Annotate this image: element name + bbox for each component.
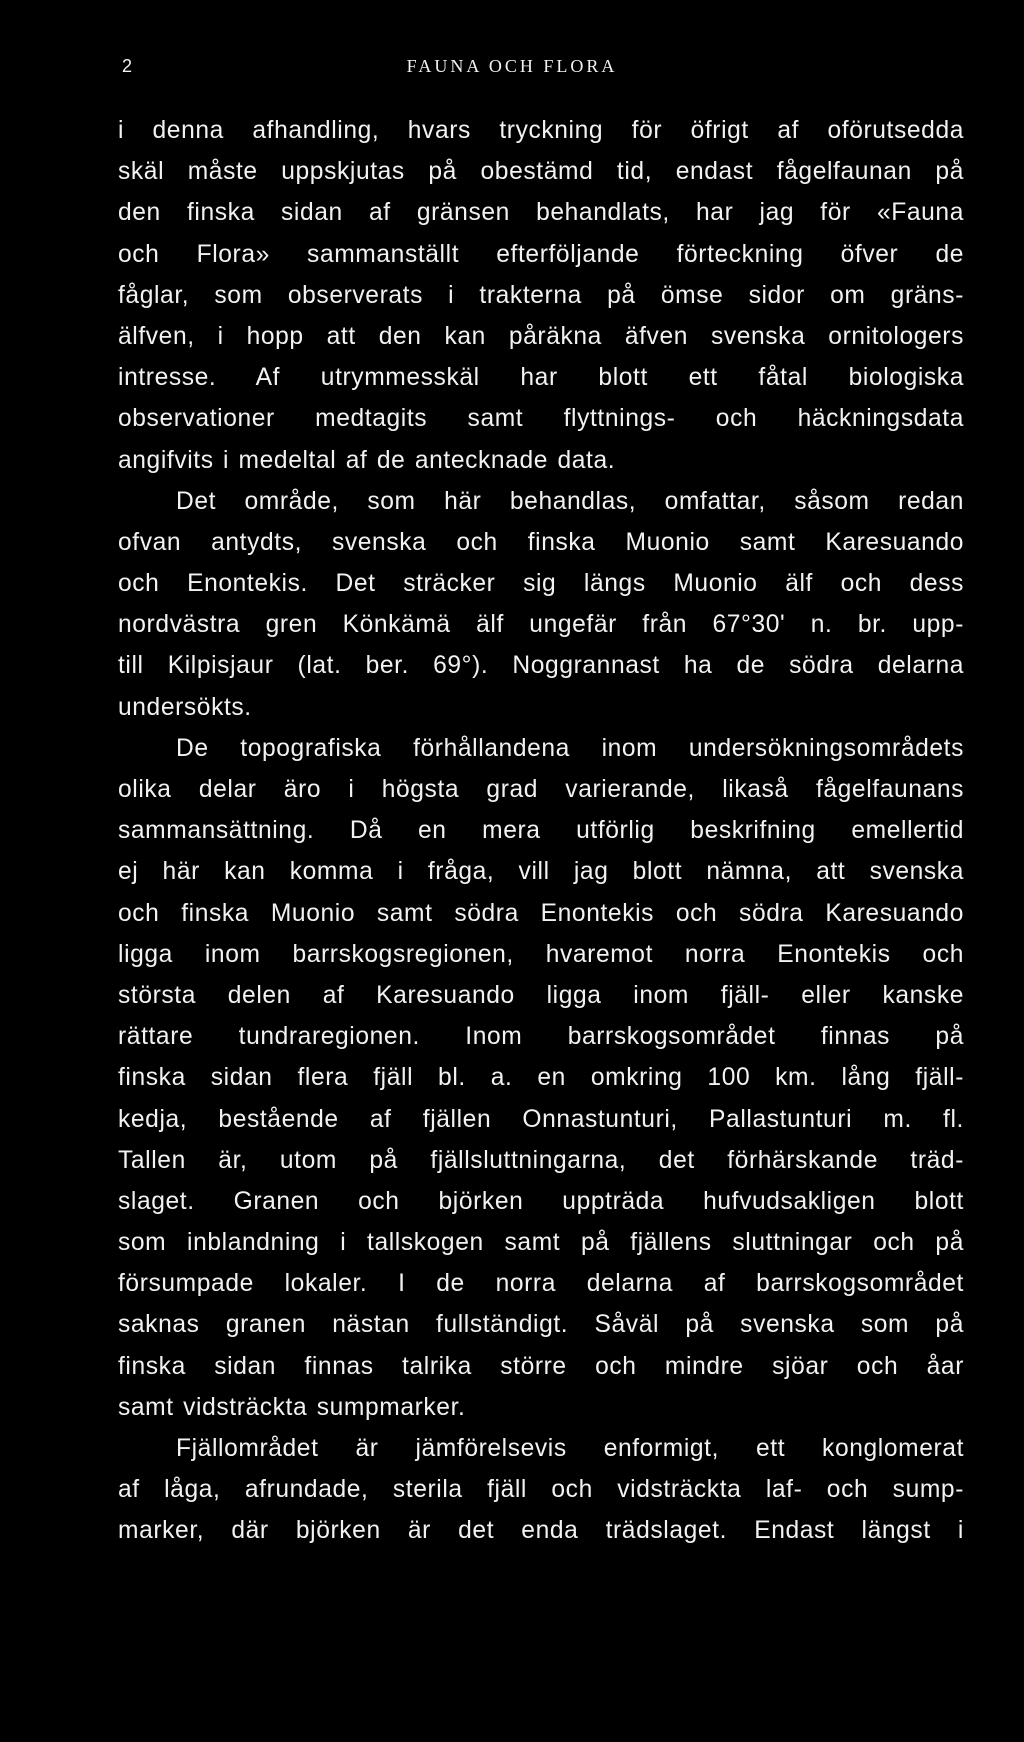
text-line: Tallen är, utom på fjällsluttningarna, det förhärskande träd- [118,1146,964,1174]
text-line: och Enontekis. Det sträcker sig längs Muonio älf och dess [118,570,964,598]
text-line: angifvits i medeltal af de antecknade data. [118,446,616,474]
text-line: Det område, som här behandlas, omfattar, såsom redan [176,487,964,515]
text-line: samt vidsträckta sumpmarker. [118,1393,466,1421]
paragraph-4 [118,1428,964,1552]
text-line: undersökts. [118,693,252,721]
text-line: försumpade lokaler. I de norra delarna af barrskogsområdet [118,1270,964,1298]
text-line: olika delar äro i högsta grad varierande, likaså fågelfaunans [118,776,964,803]
text-line: och finska Muonio samt södra Enontekis och södra Karesuando [118,899,964,927]
text-line: slaget. Granen och björken uppträda hufvudsakligen blott [118,1187,964,1215]
text-line: sammansättning. Då en mera utförlig beskrifning emellertid [118,817,964,845]
text-line: marker, där björken är det enda trädslaget. Endast längst i [118,1517,964,1545]
running-head [0,56,1024,82]
text-line: finska sidan flera fjäll bl. a. en omkring 100 km. lång fjäll- [118,1064,964,1092]
running-title: FAUNA OCH FLORA [406,56,618,76]
text-line: i denna afhandling, hvars tryckning för öfrigt af oförutsedda [118,117,964,144]
text-line: rättare tundraregionen. Inom barrskogsområdet finnas på [118,1023,964,1051]
text-line: kedja, bestående af fjällen Onnastunturi, Pallastunturi m. fl. [118,1105,964,1133]
paragraph-3 [118,728,964,1428]
text-line: och Flora» sammanställt efterföljande förteckning öfver de [118,240,964,268]
text-line: nordvästra gren Könkämä älf ungefär från 67°30' n. br. upp- [118,611,964,639]
paragraph-1 [118,110,964,481]
text-line: Fjällområdet är jämförelsevis enformigt, ett konglomerat [176,1435,964,1462]
text-line: ofvan antydts, svenska och finska Muonio samt Karesuando [118,528,964,556]
text-line: observationer medtagits samt flyttnings- och häckningsdata [118,405,964,433]
paragraph-2 [118,481,964,728]
text-line: som inblandning i tallskogen samt på fjällens sluttningar och på [118,1229,964,1257]
text-line: saknas granen nästan fullständigt. Såväl på svenska som på [118,1311,964,1339]
text-line: finska sidan finnas talrika större och mindre sjöar och åar [118,1352,964,1380]
text-line: skäl måste uppskjutas på obestämd tid, endast fågelfaunan på [118,158,964,186]
text-line: ej här kan komma i fråga, vill jag blott nämna, att svenska [118,858,964,886]
text-line: till Kilpisjaur (lat. ber. 69°). Noggrannast ha de södra delarna [118,652,964,680]
text-line: ligga inom barrskogsregionen, hvaremot norra Enontekis och [118,940,964,968]
text-line: De topografiska förhållandena inom undersökningsområdets [176,734,964,762]
text-line: största delen af Karesuando ligga inom fjäll- eller kanske [118,981,964,1009]
body-text [118,110,964,1552]
text-line: af låga, afrundade, sterila fjäll och vidsträckta laf- och sump- [118,1476,964,1504]
text-line: intresse. Af utrymmesskäl har blott ett fåtal biologiska [118,364,964,392]
text-line: fåglar, som observerats i trakterna på ömse sidor om gräns- [118,281,964,309]
text-line: älfven, i hopp att den kan påräkna äfven svenska ornitologers [118,322,964,350]
text-line: den finska sidan af gränsen behandlats, har jag för «Fauna [118,199,964,227]
page-number: 2 [122,56,134,76]
